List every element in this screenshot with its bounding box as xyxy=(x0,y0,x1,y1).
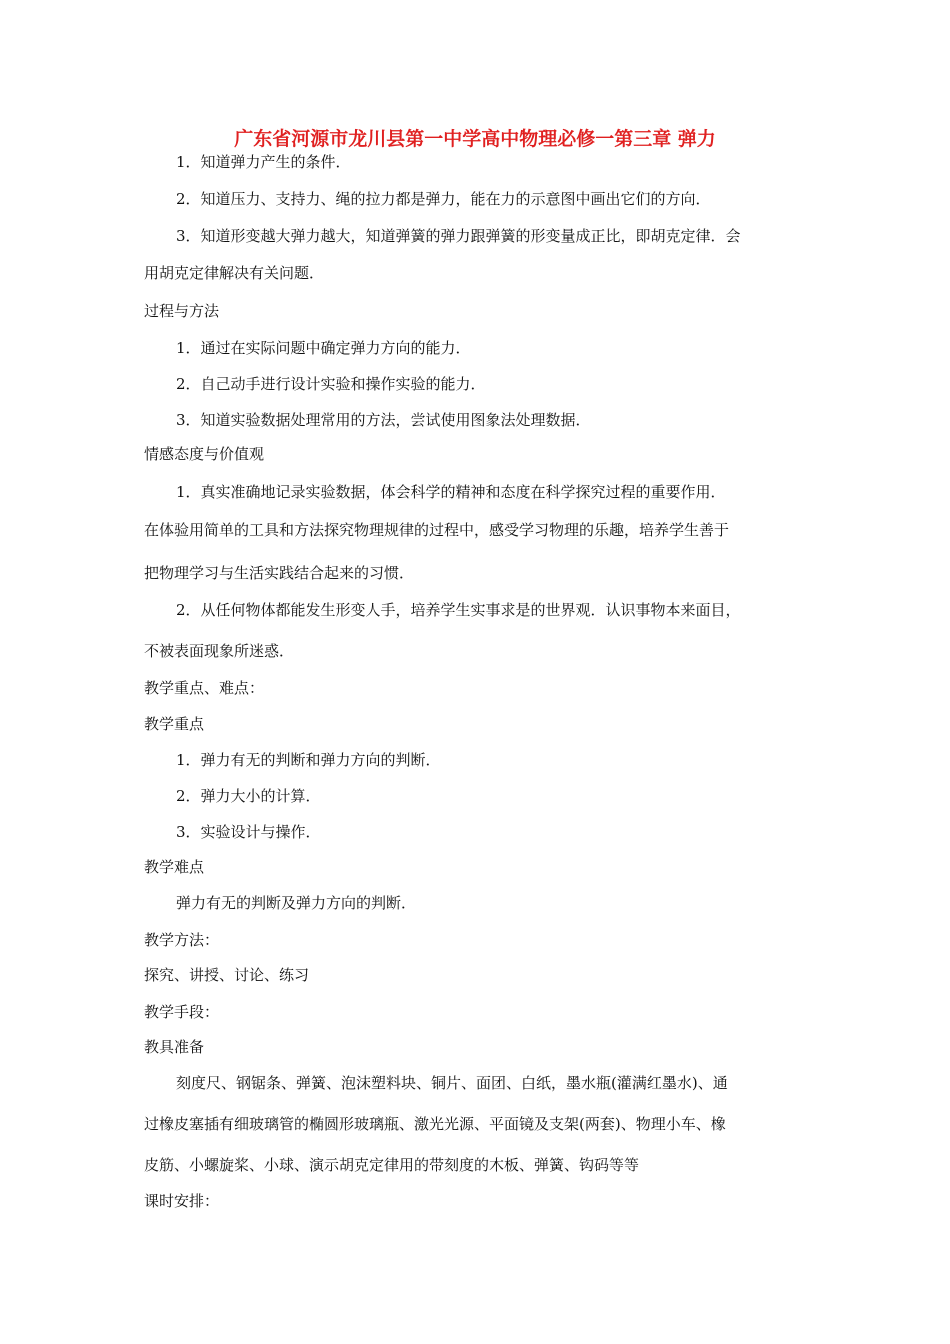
heading-key-difficult: 教学重点、难点： xyxy=(144,679,265,697)
objective-2: 2．知道压力、支持力、绳的拉力都是弹力，能在力的示意图中画出它们的方向． xyxy=(176,190,711,208)
key-point-3: 3．实验设计与操作． xyxy=(176,823,321,841)
emotion-1-continued-2: 把物理学习与生活实践结合起来的习惯． xyxy=(144,564,415,582)
equipment-3: 皮筋、小螺旋桨、小球、演示胡克定律用的带刻度的木板、弹簧、钩码等等 xyxy=(144,1156,640,1174)
heading-teaching-method: 教学方法： xyxy=(144,931,220,949)
equipment-2: 过橡皮塞插有细玻璃管的椭圆形玻璃瓶、激光光源、平面镜及支架(两套)、物理小车、橡 xyxy=(144,1115,726,1133)
emotion-2-continued: 不被表面现象所迷惑． xyxy=(144,642,295,660)
heading-schedule: 课时安排： xyxy=(144,1192,220,1210)
heading-process-method: 过程与方法 xyxy=(144,302,220,320)
heading-difficult-points: 教学难点 xyxy=(144,858,205,876)
heading-equipment: 教具准备 xyxy=(144,1038,205,1056)
difficult-point: 弹力有无的判断及弹力方向的判断． xyxy=(176,894,417,912)
equipment-1: 刻度尺、钢锯条、弹簧、泡沫塑料块、铜片、面团、白纸，墨水瓶(灌满红墨水)、通 xyxy=(176,1074,728,1092)
objective-3: 3．知道形变越大弹力越大，知道弹簧的弹力跟弹簧的形变量成正比，即胡克定律．会 xyxy=(176,227,741,245)
objective-3-continued: 用胡克定律解决有关问题． xyxy=(144,264,325,282)
heading-teaching-means: 教学手段： xyxy=(144,1003,220,1021)
heading-key-points: 教学重点 xyxy=(144,715,205,733)
process-3: 3．知道实验数据处理常用的方法，尝试使用图象法处理数据． xyxy=(176,411,591,429)
objective-1: 1．知道弹力产生的条件． xyxy=(176,153,351,171)
key-point-2: 2．弹力大小的计算． xyxy=(176,787,321,805)
teaching-method: 探究、讲授、讨论、练习 xyxy=(144,966,310,984)
emotion-1-continued: 在体验用简单的工具和方法探究物理规律的过程中，感受学习物理的乐趣，培养学生善于 xyxy=(144,521,730,539)
emotion-2: 2．从任何物体都能发生形变人手，培养学生实事求是的世界观．认识事物本来面目， xyxy=(176,601,741,619)
process-1: 1．通过在实际问题中确定弹力方向的能力． xyxy=(176,339,471,357)
key-point-1: 1．弹力有无的判断和弹力方向的判断． xyxy=(176,751,441,769)
heading-emotion-values: 情感态度与价值观 xyxy=(144,445,265,463)
process-2: 2．自己动手进行设计实验和操作实验的能力． xyxy=(176,375,486,393)
document-title: 广东省河源市龙川县第一中学高中物理必修一第三章 弹力 xyxy=(234,128,716,150)
emotion-1: 1．真实准确地记录实验数据，体会科学的精神和态度在科学探究过程的重要作用． xyxy=(176,483,726,501)
